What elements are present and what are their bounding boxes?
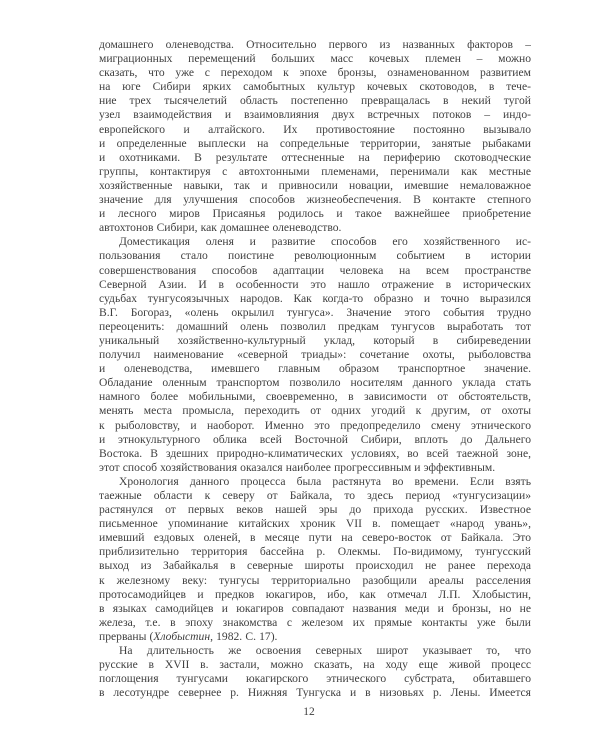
text-line: судьбах тунгусоязычных народов. Как когда-то образно и точно выразился [99,291,531,305]
text-line: таежные области к северу от Байкала, то здесь период «тунгусизации» [99,489,531,502]
text-line: и определенные выплески на сопредельные территории, занятые рыбаками [99,136,531,150]
paragraph [99,475,531,644]
text-line: и лесного миров Присаянья родилось и такое важнейшее приобретение [99,207,531,221]
paragraph [99,38,531,235]
text-segment: , 1982. С. 17). [210,629,278,643]
text-line: ние трех тысячелетий область постепенно превращалась в некий тугой [99,94,531,108]
paragraph [99,644,531,700]
text-line: значение для улучшения способов жизнеобеспечения. В контакте степного [99,193,531,207]
text-line: железа, т.е. в эпоху знакомства с железом их прямые контакты уже были [99,615,531,629]
text-line: в лесотундре севернее р. Нижняя Тунгуска и в низовьях р. Лены. Имеется [99,686,531,700]
text-line: протосамодийцев и предков юкагиров, ибо, как отмечал Л.П. Хлобыстин, [99,587,531,601]
text-line: получил наименование «северной триады»: сочетание охоты, рыболовства [99,348,531,362]
text-line: совершенствования способов адаптации человека на всем пространстве [99,263,531,277]
text-line: поглощения тунгусами юкагирского этнического субстрата, обитавшего [99,672,531,686]
text-line: миграционных перемещений больших масс кочевых племен – можно [99,52,531,66]
text-line: хозяйственные навыки, так и привносили новации, имевшие немаловажное [99,178,531,192]
text-segment: прерваны ( [99,629,154,643]
text-line: этот способ хозяйствования оказался наиболее прогрессивным и эффективным. [99,460,496,474]
text-line: в языках самодийцев и юкагиров совпадают названия меди и бронзы, но не [99,601,531,615]
text-line: и охотниками. В результате оттесненные на периферию скотоводческие [99,150,531,164]
text-line: имевший ездовых оленей, в месяце пути на северо-восток от Байкала. Это [99,531,531,545]
text-line: Обладание оленным транспортом позволило носителям данного уклада стать [99,376,531,390]
text-line: на юге Сибири ярких самобытных культур кочевых скотоводов, в тече- [99,80,531,94]
text-line: В.Г. Богораз, «олень окрылил тунгуса». Значение этого события трудно [99,305,531,319]
text-line: узел взаимодействия и взаимовлияния двух встречных потоков – индо- [99,108,531,122]
page-number: 12 [303,706,315,718]
text-line: группы, контактируя с автохтонными племенами, перенимали как местные [99,164,531,178]
text-line: уникальный хозяйственно-культурный уклад, который в сибиреведении [99,333,531,347]
text-line: пользования стало поистине революционным событием в истории [99,249,531,263]
text-line: к рыболовству, и наоборот. Именно это предопределило смену этнического [99,418,531,432]
text-line: и оленеводства, имевшего главным образом транспортное значение. [99,362,531,376]
text-line: к железному веку: тунгусы территориально разобщили ареалы расселения [99,573,531,587]
text-line: автохтонов Сибири, как домашнее оленеводство. [99,221,342,235]
text-line: Востока. В здешних природно-климатических условиях, во всей таежной зоне, [99,446,531,460]
text-line: На длительность же освоения северных широт указывает то, что [119,644,531,658]
text-line: письменное упоминание китайских хроник VII в. помещает «народ увань», [99,517,531,531]
citation-author-italic: Хлобыстин [153,629,211,643]
text-line: сказать, что уже с переходом к эпохе бронзы, ознаменованном развитием [99,66,531,80]
text-line: русские в XVII в. застали, можно сказать, на ходу еще живой процесс [99,658,531,672]
text-line: переоценить: домашний олень позволил предкам тунгусов выработать тот [99,319,531,333]
text-line: менять места промысла, переходить от одних угодий к другим, от охоты [99,404,531,418]
text-line: Доместикация оленя и развитие способов его хозяйственного ис- [119,235,531,249]
text-line: выход из Забайкалья в северные широты происходил не ранее перехода [99,559,531,573]
paragraph [99,235,531,475]
text-line: европейского и алтайского. Их противостояние постоянно вызывало [99,122,531,136]
text-line: Северной Азии. И в особенности это нашло отражение в исторических [99,277,531,291]
text-line: приблизительно территория бассейна р. Олекмы. По-видимому, тунгусский [99,545,531,559]
text-line: растянулся от первых веков нашей эры до прихода русских. Известное [99,503,531,517]
text-block [99,38,531,700]
text-line: Хронология данного процесса была растянута во времени. Если взять [119,474,531,488]
text-line: намного более мобильными, своевременно, в зависимости от обстоятельств, [99,390,531,404]
text-line: домашнего оленеводства. Относительно первого из названных факторов – [99,38,531,51]
text-line [99,630,531,644]
text-line: и этнокультурного облика всей Восточной Сибири, вплоть до Дальнего [99,432,531,446]
